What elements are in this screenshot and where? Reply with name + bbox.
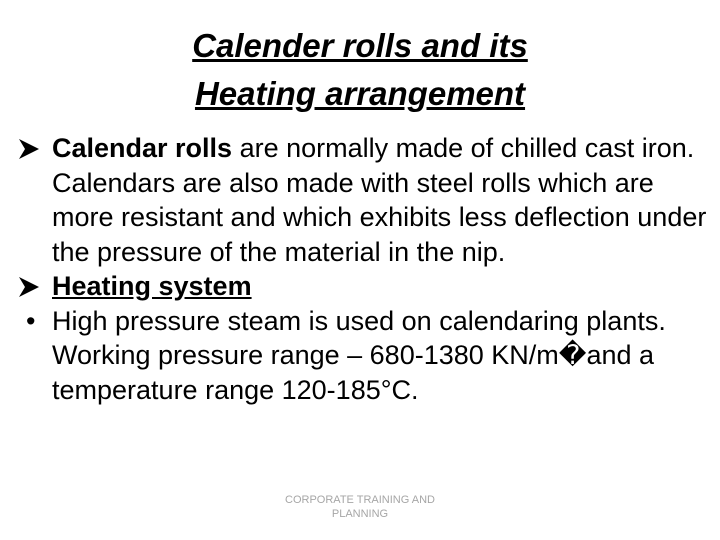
title-line-1: Calender rolls and its (192, 27, 528, 64)
point-high-pressure-steam (18, 304, 708, 408)
point-text: are normally made of chilled cast iron. Calendars are also made with steel rolls which are more resistant and which exhibits less deflection under the pressure of the material in the nip. (52, 133, 707, 267)
point-lead: Heating system (52, 271, 252, 301)
bullet-icon: • (26, 305, 36, 336)
slide-title (0, 22, 720, 118)
point-calendar-rolls (18, 131, 708, 269)
point-lead: Calendar rolls (52, 133, 233, 163)
point-heating-system (18, 269, 708, 304)
footer-line-2: PLANNING (331, 508, 389, 520)
footer-line-1: CORPORATE TRAINING AND (285, 494, 435, 506)
footer (260, 493, 460, 521)
slide-body (18, 131, 708, 407)
point-text: High pressure steam is used on calendaring plants. Working pressure range – 680-1380 KN/m�and a temperature range 120-185°C. (52, 305, 666, 405)
title-line-2: Heating arrangement (194, 75, 526, 112)
